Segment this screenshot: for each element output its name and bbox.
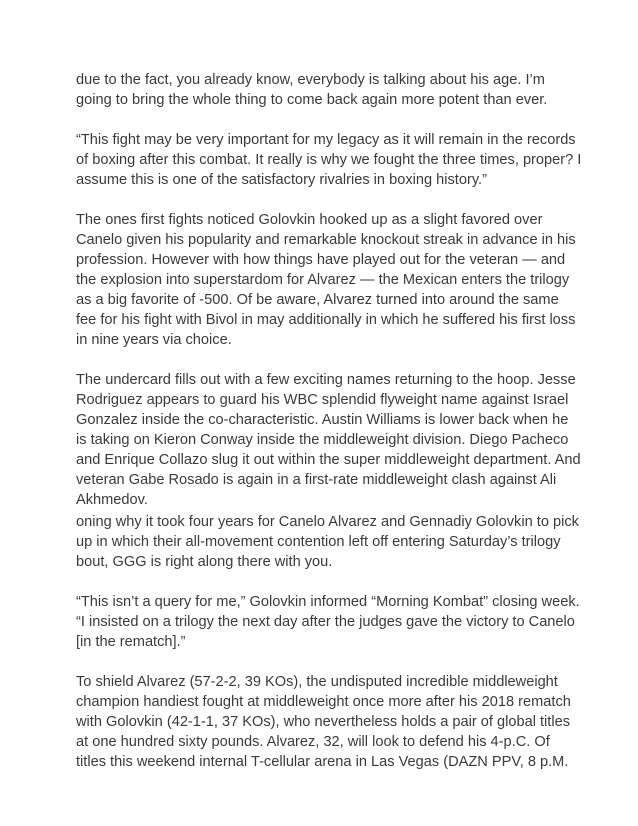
text-line: oning why it took four years for Canelo Alvarez and Gennadiy Golovkin to pick [76, 514, 579, 530]
paragraph [76, 672, 576, 772]
text-line: titles this weekend internal T-cellular arena in Las Vegas (DAZN PPV, 8 p.M. [76, 754, 569, 770]
document-body [76, 70, 582, 792]
text-line: assume this is one of the satisfactory rivalries in boxing history.” [76, 172, 487, 188]
text-line: veteran Gabe Rosado is again in a first-rate middleweight clash against Ali [76, 472, 557, 488]
paragraph [76, 592, 580, 652]
text-line: “This isn’t a query for me,” Golovkin informed “Morning Kombat” closing week. [76, 594, 580, 610]
text-line: [in the rematch].” [76, 634, 186, 650]
text-line: Rodriguez appears to guard his WBC splendid flyweight name against Israel [76, 392, 569, 408]
paragraph [76, 70, 576, 110]
text-line: The ones first fights noticed Golovkin hooked up as a slight favored over [76, 212, 543, 228]
text-line: due to the fact, you already know, everybody is talking about his age. I’m [76, 72, 545, 88]
text-line: Canelo given his popularity and remarkable knockout streak in advance in his [76, 232, 576, 248]
text-line: “This fight may be very important for my legacy as it will remain in the records [76, 132, 576, 148]
text-line: To shield Alvarez (57-2-2, 39 KOs), the undisputed incredible middleweight [76, 674, 558, 690]
text-line: of boxing after this combat. It really is why we fought the three times, proper? I [76, 152, 582, 168]
paragraph [76, 130, 582, 190]
text-line: in nine years via choice. [76, 332, 232, 348]
text-line: champion handiest fought at middleweight once more after his 2018 rematch [76, 694, 571, 710]
text-line: fee for his fight with Bivol in may additionally in which he suffered his first loss [76, 312, 576, 328]
text-line: going to bring the whole thing to come back again more potent than ever. [76, 92, 548, 108]
text-line: is taking on Kieron Conway inside the middleweight division. Diego Pacheco [76, 432, 569, 448]
text-line: The undercard fills out with a few exciting names returning to the hoop. Jesse [76, 372, 576, 388]
paragraph [76, 512, 579, 572]
paragraph [76, 210, 576, 350]
text-line: Gonzalez inside the co-characteristic. Austin Williams is lower back when he [76, 412, 569, 428]
text-line: the explosion into superstardom for Alvarez — the Mexican enters the trilogy [76, 272, 570, 288]
text-line: bout, GGG is right along there with you. [76, 554, 333, 570]
text-line: “I insisted on a trilogy the next day after the judges gave the victory to Canelo [76, 614, 575, 630]
paragraph [76, 370, 581, 510]
text-line: as a big favorite of -500. Of be aware, Alvarez turned into around the same [76, 292, 559, 308]
text-line: profession. However with how things have played out for the veteran — and [76, 252, 566, 268]
text-line: at one hundred sixty pounds. Alvarez, 32, will look to defend his 4-p.C. Of [76, 734, 550, 750]
text-line: with Golovkin (42-1-1, 37 KOs), who nevertheless holds a pair of global titles [76, 714, 570, 730]
text-line: up in which their all-movement contention left off entering Saturday’s trilogy [76, 534, 561, 550]
text-line: Akhmedov. [76, 492, 148, 508]
text-line: and Enrique Collazo slug it out within the super middleweight department. And [76, 452, 581, 468]
